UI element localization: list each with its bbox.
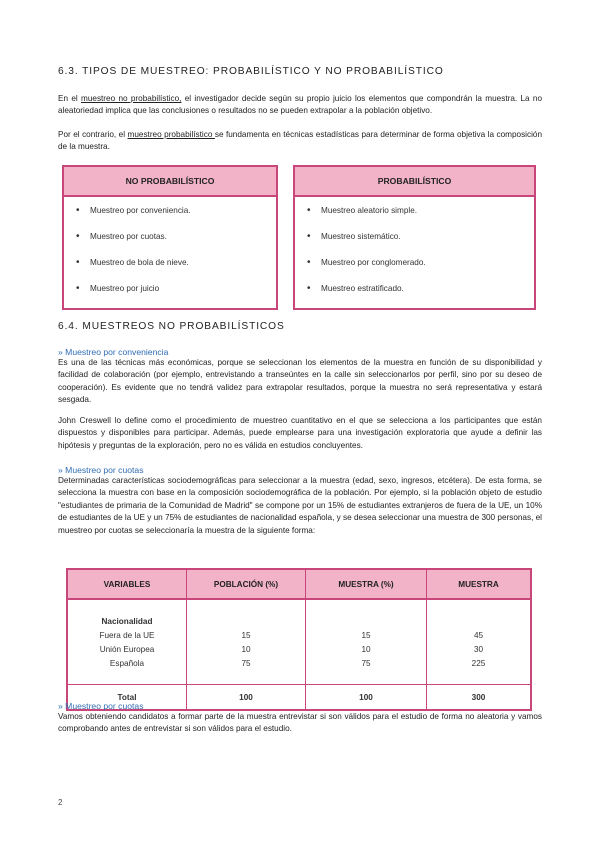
list-item: • Muestreo por cuotas. [74,229,276,255]
bullet-icon: • [76,283,80,294]
paragraph-candidatos: Vamos obteniendo candidatos a formar parte de la muestra entrevistar si son válidos para el estudio de forma no aleatoria y vamos comprobando antes de entrevistar si son válidos para el estudio. [58,712,542,734]
column-header-muestra-pct: MUESTRA (%) [306,569,427,599]
table-header-row [67,569,531,599]
column-header-poblacion: POBLACIÓN (%) [187,569,306,599]
paragraph-creswell: John Creswell lo define como el procedimiento de muestreo cuantitativo en el que se selecciona a los participantes que están dispuestos y disponibles para participar. Además, puede emplearse para una investigación exploratoria que ayude a definir las hipótesis y preguntas de la exploración, pero no es válida en estudios concluyentes. [58,416,542,450]
table-total-row: Total 100 100 300 [67,685,531,711]
bullet-icon: • [307,231,311,242]
list-item: • Muestreo estratificado. [305,281,534,307]
list-item: • Muestreo sistemático. [305,229,534,255]
bullet-icon: • [307,257,311,268]
table-row: Española 75 75 225 [67,656,531,670]
page-number: 2 [58,798,63,807]
term-no-probabilistico: muestreo no probabilístico, [81,94,182,103]
paragraph-probabilistico: Por el contrario, el muestreo probabilístico se fundamenta en técnicas estadísticas para determinar de forma objetiva la composición de la muestra. [58,130,543,152]
term-probabilistico: muestreo probabilístico [127,130,215,139]
probabilistico-box [293,165,536,310]
probabilistico-box-title: PROBABILÍSTICO [295,167,534,197]
bullet-icon: • [76,231,80,242]
paragraph-conveniencia: Es una de las técnicas más económicas, porque se seleccionan los elementos de la muestra en función de su disponibilidad y facilidad de colaboración (por ejemplo, entrevistando a transeúntes en la calle sin seleccionarlos por perfil, sino por su deseo de cooperación). Es evidente que no tendrá validez para extrapolar resultados, porque la muestra no será representativa y estará sesgada. [58,358,542,405]
subheading-cuotas: » Muestreo por cuotas [58,465,144,475]
section-6-3-heading: 6.3. TIPOS DE MUESTREO: PROBABILÍSTICO Y NO PROBABILÍSTICO [58,66,444,77]
paragraph-no-probabilistico: En el muestreo no probabilístico, el investigador decide según su propio juicio los elementos que compondrán la muestra. La no aleatoriedad implica que las conclusiones o resultados no se pueden extrapolar a la población objetivo. [58,94,542,116]
bullet-icon: • [76,257,80,268]
section-6-4-heading: 6.4. MUESTREOS NO PROBABILÍSTICOS [58,321,285,332]
subheading-conveniencia: » Muestreo por conveniencia [58,347,169,357]
list-item: • Muestreo de bola de nieve. [74,255,276,281]
table-row [67,614,531,628]
column-header-muestra: MUESTRA [427,569,532,599]
list-item: • Muestreo por conveniencia. [74,203,276,229]
list-item: • Muestreo por juicio [74,281,276,307]
cuotas-table [66,568,532,711]
subheading-cuotas-2: » Muestreo por cuotas [58,701,144,711]
paragraph-cuotas: Determinadas características sociodemográficas para seleccionar a la muestra (edad, sexo, ingresos, etcétera). De esta forma, se selecciona la muestra con base en la composición sociodemográfica de la población. Por ejemplo, si la población objeto de estudio "estudiantes de primaria de la Comunidad de Madrid" se compone por un 15% de estudiantes extranjeros de fuera de la UE, un 10% de estudiantes de la UE y un 75% de estudiantes de nacionalidad española, y se desea seleccionar una muestra de 300 personas, el muestreo por cuotas se seleccionaría la muestra de la siguiente forma: [58,476,542,535]
no-probabilistico-box-title: NO PROBABILÍSTICO [64,167,276,197]
no-probabilistico-list [64,197,276,307]
no-probabilistico-box [62,165,278,310]
list-item: • Muestreo aleatorio simple. [305,203,534,229]
table-row: Unión Europea 10 10 30 [67,642,531,656]
group-label-nacionalidad: Nacionalidad [67,614,187,628]
bullet-icon: • [76,205,80,216]
bullet-icon: • [307,205,311,216]
bullet-icon: • [307,283,311,294]
column-header-variables: VARIABLES [67,569,187,599]
list-item: • Muestreo por conglomerado. [305,255,534,281]
table-row: Fuera de la UE 15 15 45 [67,628,531,642]
probabilistico-list [295,197,534,307]
